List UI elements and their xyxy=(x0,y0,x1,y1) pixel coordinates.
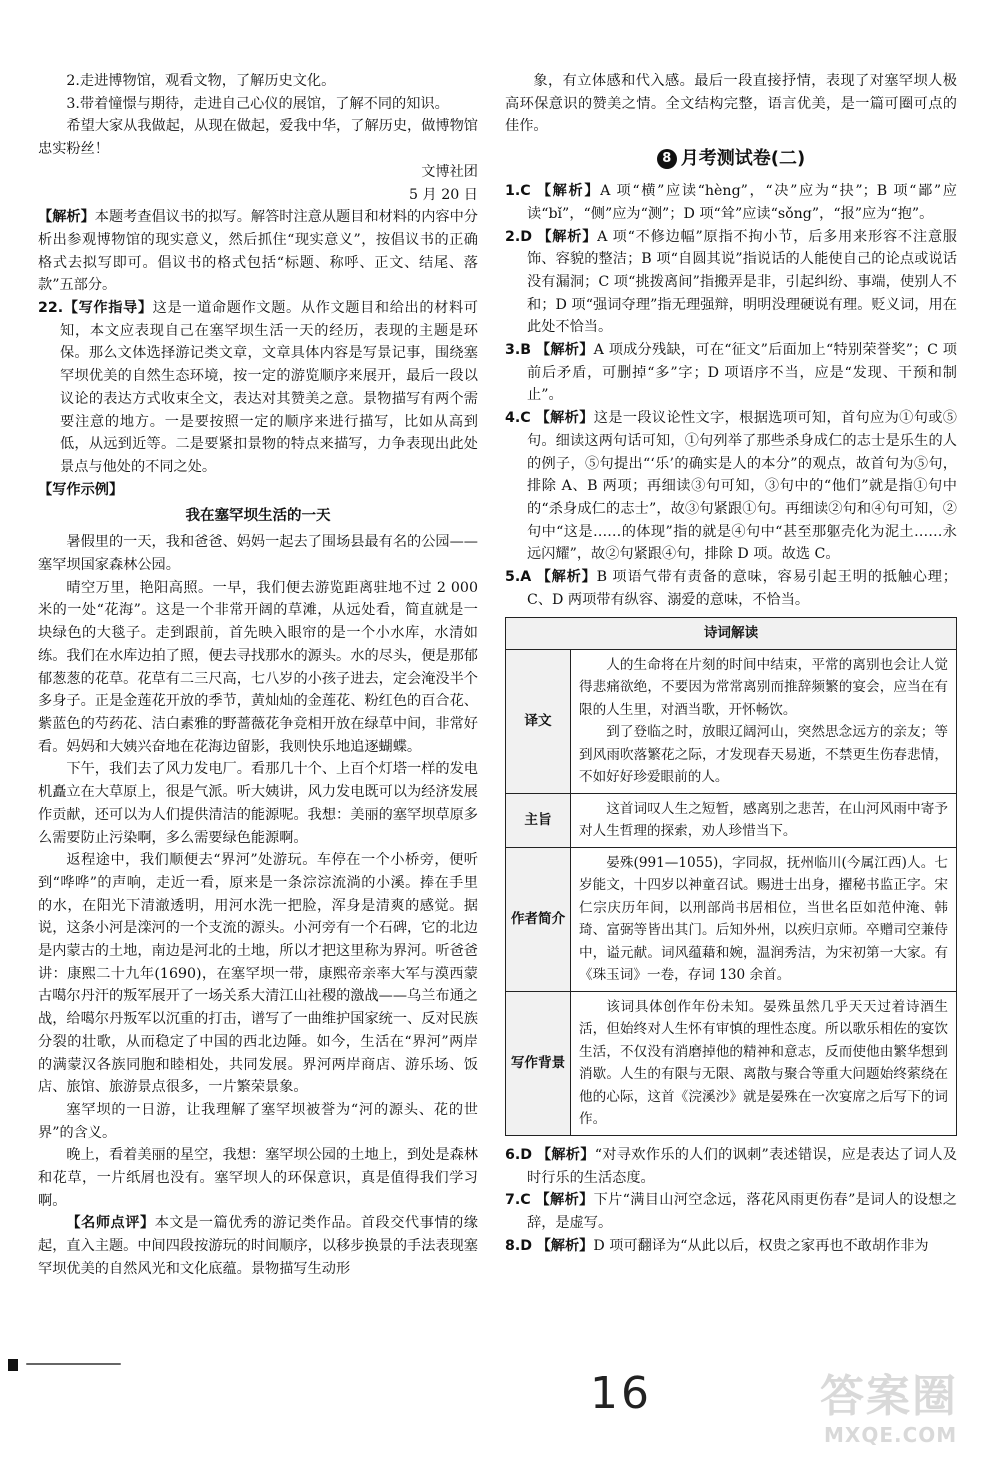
q21-analysis xyxy=(38,206,478,297)
row-value xyxy=(571,649,957,793)
footer-ornament xyxy=(8,1357,128,1371)
row-key: 作者简介 xyxy=(506,847,571,991)
answer-item xyxy=(505,180,957,225)
signature-date: 5 月 20 日 xyxy=(409,186,478,203)
answer-letter: A xyxy=(520,569,532,586)
table-row xyxy=(506,847,957,991)
analysis-text: 下片“满目山河空念远，落花风雨更伤春”是词人的设想之辞，是虚写。 xyxy=(527,1192,957,1232)
analysis-tag: 【解析】 xyxy=(536,183,601,200)
analysis-text: 本题考查倡议书的拟写。解答时注意从题目和材料的内容中分析出参观博物馆的现实意义，然后抓住“现实意义”，按倡议书的正确格式去拟写即可。倡议书的格式包括“标题、称呼、正文、结尾、落款”五部分。 xyxy=(38,209,478,294)
question-number: 1. xyxy=(505,183,521,200)
footer-bar xyxy=(8,1359,18,1371)
analysis-tag: 【解析】 xyxy=(535,1192,594,1209)
left-para: 希望大家从我做起，从现在做起，爱我中华，了解历史，做博物馆忠实粉丝！ xyxy=(38,118,478,158)
analysis-tag: 【解析】 xyxy=(38,209,95,226)
right-column xyxy=(505,70,957,1257)
analysis-tag: 【解析】 xyxy=(536,1237,594,1254)
answer-item xyxy=(505,226,957,340)
answer-item xyxy=(505,1235,957,1258)
analysis-text: “对寻欢作乐的人们的讽刺”表述错误，应是表达了词人及时行乐的生活态度。 xyxy=(527,1146,957,1186)
essay-para: 晚上，看着美丽的星空，我想：塞罕坝公园的土地上，到处是森林和花草，一片纸屑也没有。塞罕坝人的环保意识，真是值得我们学习啊。 xyxy=(38,1147,478,1209)
analysis-text: D 项可翻译为“从此以后，权贵之家再也不敢胡作非为 xyxy=(593,1237,929,1254)
analysis-text: B 项语气带有责备的意味，容易引起王明的抵触心理；C、D 两项带有纵容、溺爱的意味，不恰当。 xyxy=(527,569,957,608)
analysis-text: A 项成分残缺，可在“征文”后面加上“特别荣誉奖”；C 项前后矛盾，可删掉“多”字；D 项语序不当，应是“发现、干预和制止”。 xyxy=(527,342,957,404)
comment-text: 本文是一篇优秀的游记类作品。首段交代事情的缘起，直入主题。中间四段按游玩的时间顺序，以移步换景的手法表现塞罕坝优美的自然风光和文化底蕴。景物描写生动形 xyxy=(38,1215,478,1277)
left-column xyxy=(38,70,478,1281)
watermark-logo xyxy=(820,1372,980,1458)
guidance-text: 这是一道命题作文题。从作文题目和给出的材料可知，本文应表现自己在塞罕坝生活一天的经历，表现的主题是环保。那么文体选择游记类文章，文章具体内容是写景记事，围绕塞罕坝优美的自然生态环境，按一定的游览顺序来展开，最后一段以议论的表达方式收束全文，表达对其赞美之意。景物描写有两个需要注意的地方。一是要按照一定的顺序来进行描写，比如从高到低，从远到近等。二是要紧扣景物的特点来描写，力争表现出此处景点与他处的不同之处。 xyxy=(60,300,478,475)
question-number: 5. xyxy=(505,569,521,586)
section-title-text: 月考测试卷(二) xyxy=(680,148,806,170)
row-para: 这首词叹人生之短暂，感离别之悲苦，在山河风雨中寄予对人生哲理的探索，劝人珍惜当下。 xyxy=(579,800,948,840)
table-row xyxy=(506,793,957,847)
answer-letter: D xyxy=(520,1146,533,1163)
analysis-text: A 项“横”应读“hèng”，“决”应为“抉”；B 项“鄙”应读“bǐ”，“侧”应为“测”；D 项“耸”应读“sǒng”，“报”应为“抱”。 xyxy=(527,183,957,222)
comment-tag: 【名师点评】 xyxy=(66,1215,155,1232)
question-number: 2. xyxy=(505,228,521,245)
question-number: 22. xyxy=(38,300,64,317)
question-number: 8. xyxy=(505,1237,521,1254)
essay-para: 暑假里的一天，我和爸爸、妈妈一起去了围场县最有名的公园——塞罕坝国家森林公园。 xyxy=(38,534,478,574)
essay-para: 下午，我们去了风力发电厂。看那几十个、上百个灯塔一样的发电机矗立在大草原上，很是气派。听大姨讲，风力发电既可以为经济发展作贡献，还可以为人们提供清洁的能源呢。我想：美丽的塞罕坝草原多么需要防止污染啊，多么需要绿色能源啊。 xyxy=(38,761,478,846)
table-row xyxy=(506,991,957,1135)
signature-org: 文博社团 xyxy=(421,163,478,180)
comment-continued: 象，有立体感和代入感。最后一段直接抒情，表现了对塞罕坝人极高环保意识的赞美之情。全文结构完整，语言优美，是一篇可圈可点的佳作。 xyxy=(505,73,957,135)
answer-item xyxy=(505,1144,957,1189)
row-key: 主旨 xyxy=(506,793,571,847)
essay-para: 塞罕坝的一日游，让我理解了塞罕坝被誉为“河的源头、花的世界”的含义。 xyxy=(38,1101,478,1141)
question-number: 3. xyxy=(505,342,521,359)
answer-letter: D xyxy=(520,1237,533,1254)
row-para: 人的生命将在片刻的时间中结束，平常的离别也会让人觉得悲痛欲绝，不要因为常常离别而推辞频繁的宴会，应当在有限的人生里，对酒当歌，开怀畅饮。 xyxy=(579,656,948,718)
row-value xyxy=(571,991,957,1135)
footer-wave-line xyxy=(26,1363,121,1365)
example-tag: 【写作示例】 xyxy=(38,481,124,498)
answer-letter: C xyxy=(520,410,531,427)
answer-item xyxy=(505,566,957,611)
analysis-tag: 【解析】 xyxy=(535,342,594,359)
table-header: 诗词解读 xyxy=(506,618,957,650)
row-para: 晏殊(991—1055)，字同叔，抚州临川(今属江西)人。七岁能文，十四岁以神童召试。赐进士出身，擢秘书监正字。宋仁宗庆历年间，以刑部尚书居相位，当世名臣如范仲淹、韩琦、富弼等皆出其门。后知外州，以疾归京师。卒赠司空兼侍中，谥元献。词风蕴藉和婉，温润秀洁，为宋初第一大家。有《珠玉词》一卷，存词 130 余首。 xyxy=(579,854,948,984)
q22-guidance xyxy=(38,297,478,479)
watermark-url: MXQE.COM xyxy=(824,1423,958,1447)
poem-interpretation-table xyxy=(505,617,957,1136)
row-para: 到了登临之时，放眼辽阔河山，突然思念远方的亲友；等到风雨吹落繁花之际，才发现春天易逝，不禁更生伤春悲情，不如好好珍爱眼前的人。 xyxy=(579,724,948,786)
guidance-tag: 【写作指导】 xyxy=(63,300,153,317)
table-row xyxy=(506,649,957,793)
row-para: 该词具体创作年份未知。晏殊虽然几乎天天过着诗酒生活，但始终对人生怀有审慎的理性态度。所以歌乐相佐的宴饮生活，不仅没有消磨掉他的精神和意志，反而使他由繁华想到消歇。人生的有限与无限、离散与聚合等重大问题始终萦绕在他的心际，这首《浣溪沙》就是晏殊在一次宴席之后写下的词作。 xyxy=(579,998,948,1128)
row-value xyxy=(571,793,957,847)
question-number: 7. xyxy=(505,1192,521,1209)
analysis-tag: 【解析】 xyxy=(536,1146,595,1163)
answer-letter: D xyxy=(520,228,533,245)
section-title xyxy=(505,144,957,174)
answer-letter: C xyxy=(520,183,531,200)
left-para: 2.走进博物馆，观看文物，了解历史文化。 xyxy=(66,73,336,89)
table-header-row xyxy=(506,618,957,650)
answer-item xyxy=(505,407,957,566)
essay-title: 我在塞罕坝生活的一天 xyxy=(185,508,331,525)
answer-item xyxy=(505,339,957,407)
row-key: 写作背景 xyxy=(506,991,571,1135)
analysis-text: A 项“不修边幅”原指不拘小节，后多用来形容不注意服饰、容貌的整洁；B 项“自圆其说”指说话的人能使自己的论点或说话没有漏洞；C 项“挑拨离间”指搬弄是非，引起纠纷、事端，使别人不和；D 项“强词夺理”指无理强辩，明明没理硬说有理。贬义词，用在此处不恰当。 xyxy=(527,228,957,336)
row-value xyxy=(571,847,957,991)
essay-para: 晴空万里，艳阳高照。一早，我们便去游览距离驻地不过 2 000 米的一处“花海”。这是一个非常开阔的草滩，从远处看，简直就是一块绿色的大毯子。走到跟前，首先映入眼帘的是一个小水库，水清如练。我们在水库边拍了照，便去寻找那水的源头。水的尽头，便是那郁郁葱葱的花草。花草有二三尺高，七八岁的小孩子进去，定会淹没半个多身子。正是金莲花开放的季节，黄灿灿的金莲花、粉红色的百合花、紫蓝色的芍药花、洁白素雅的野蔷薇花争竞相开放在绿草中间，非常好看。妈妈和大姨兴奋地在花海边留影，我则快乐地追逐蝴蝶。 xyxy=(38,579,478,755)
question-number: 4. xyxy=(505,410,521,427)
watermark-text: 答案圈 xyxy=(820,1371,958,1422)
answer-letter: C xyxy=(520,1192,531,1209)
section-number-badge: 8 xyxy=(657,149,677,169)
essay-para: 返程途中，我们顺便去“界河”处游玩。车停在一个小桥旁，便听到“哗哗”的声响，走近一看，原来是一条淙淙流淌的小溪。捧在手里的水，在阳光下清澈透明，用河水洗一把脸，浑身是清爽的感觉。据说，这条小河是滦河的一个支流的源头。小河旁有一个石碑，它的北边是内蒙古的土地，南边是河北的土地，所以才把这里称为界河。听爸爸讲：康熙二十九年(1690)，在塞罕坝一带，康熙帝亲率大军与漠西蒙古噶尔丹汗的叛军展开了一场关系大清江山社稷的激战——乌兰布通之战，给噶尔丹叛军以沉重的打击，谱写了一曲维护国家统一、反对民族分裂的壮歌，从而稳定了中国的西北边陲。如今，生活在“界河”两岸的满蒙汉各族同胞和睦相处，共同发展。界河两岸商店、游乐场、饭店、旅馆、旅游景点很多，一片繁荣景象。 xyxy=(38,852,478,1096)
left-para: 3.带着憧憬与期待，走进自己心仪的展馆，了解不同的知识。 xyxy=(66,95,449,112)
example-heading xyxy=(38,479,478,502)
row-key: 译文 xyxy=(506,649,571,793)
analysis-tag: 【解析】 xyxy=(535,410,594,427)
analysis-text: 这是一段议论性文字，根据选项可知，首句应为①句或⑤句。细读这两句话可知，①句列举了那些杀身成仁的志士是乐生的人的例子，⑤句提出“‘乐’的确实是人的本分”的观点，故首句为⑤句，排除 A、B 两项；再细读③句可知，③句中的“他们”就是指①句中的“杀身成仁的志士”，故③句紧跟①句。再细读②句和④句可知，②句中“这是……的体现”指的就是④句中“甚至那躯壳化为泥土……永远闪耀”，故②句紧跟④句，排除 D 项。故选 C。 xyxy=(527,410,957,563)
answer-letter: B xyxy=(520,342,532,359)
page-number: 16 xyxy=(590,1368,652,1419)
analysis-tag: 【解析】 xyxy=(537,228,598,245)
analysis-tag: 【解析】 xyxy=(536,569,597,586)
question-number: 6. xyxy=(505,1146,521,1163)
answer-item xyxy=(505,1189,957,1234)
teacher-comment xyxy=(38,1212,478,1280)
